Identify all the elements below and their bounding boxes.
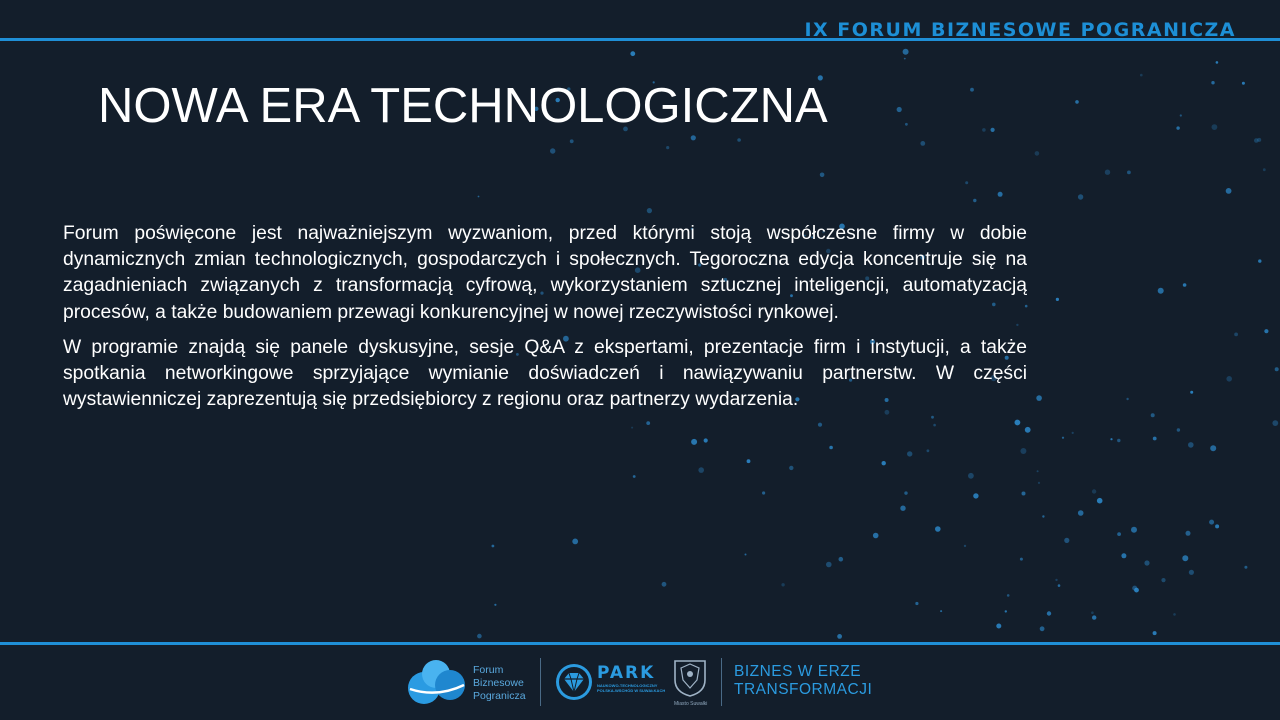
forum-circles-logo-icon xyxy=(406,658,468,708)
body-text xyxy=(63,221,1027,422)
event-title: IX FORUM BIZNESOWE POGRANICZA xyxy=(804,19,1236,41)
page-title: NOWA ERA TECHNOLOGICZNA xyxy=(98,79,828,133)
forum-logo-line: Pogranicza xyxy=(473,690,526,702)
city-caption: Miasto Suwałki xyxy=(674,701,708,707)
footer-logos xyxy=(0,648,1280,720)
paragraph: W programie znajdą się panele dyskusyjne, sesje Q&A z ekspertami, prezentacje firm i instytucji, a także spotkania networkingowe sprzyjające wymianie doświadczeń i nawiązywaniu partnerstw. W części wystawienniczej zaprezentują się przedsiębiorcy z regionu oraz partnerzy wydarzenia. xyxy=(63,336,1027,411)
tagline-line: BIZNES W ERZE xyxy=(734,663,862,680)
forum-logo-text xyxy=(473,664,526,703)
city-crest-icon xyxy=(672,658,708,698)
tagline-line: TRANSFORMACJI xyxy=(734,681,873,698)
forum-logo-line: Forum xyxy=(473,664,504,676)
forum-logo-line: Biznesowe xyxy=(473,677,524,689)
paragraph: Forum poświęcone jest najważniejszym wyzwaniom, przed którymi stoją współczesne firmy w dobie dynamicznych zmian technologicznych, gospodarczych i społecznych. Tegoroczna edycja koncentruje się na zagadnieniach związanych z transformacją cyfrową, wykorzystaniem sztucznej inteligencji, automatyzacją procesów, a także budowaniem przewagi konkurencyjnej w nowej rzeczywistości rynkowej. xyxy=(63,223,1027,323)
bottom-divider xyxy=(0,642,1280,645)
footer-divider xyxy=(540,658,541,706)
footer-divider xyxy=(721,658,722,706)
park-name: PARK xyxy=(597,663,656,683)
diamond-logo-icon xyxy=(554,662,594,702)
tagline xyxy=(734,663,872,699)
park-subtitle: NAUKOWO-TECHNOLOGICZNY POLSKA-WSCHÓD W SUWAŁKACH xyxy=(597,683,666,693)
